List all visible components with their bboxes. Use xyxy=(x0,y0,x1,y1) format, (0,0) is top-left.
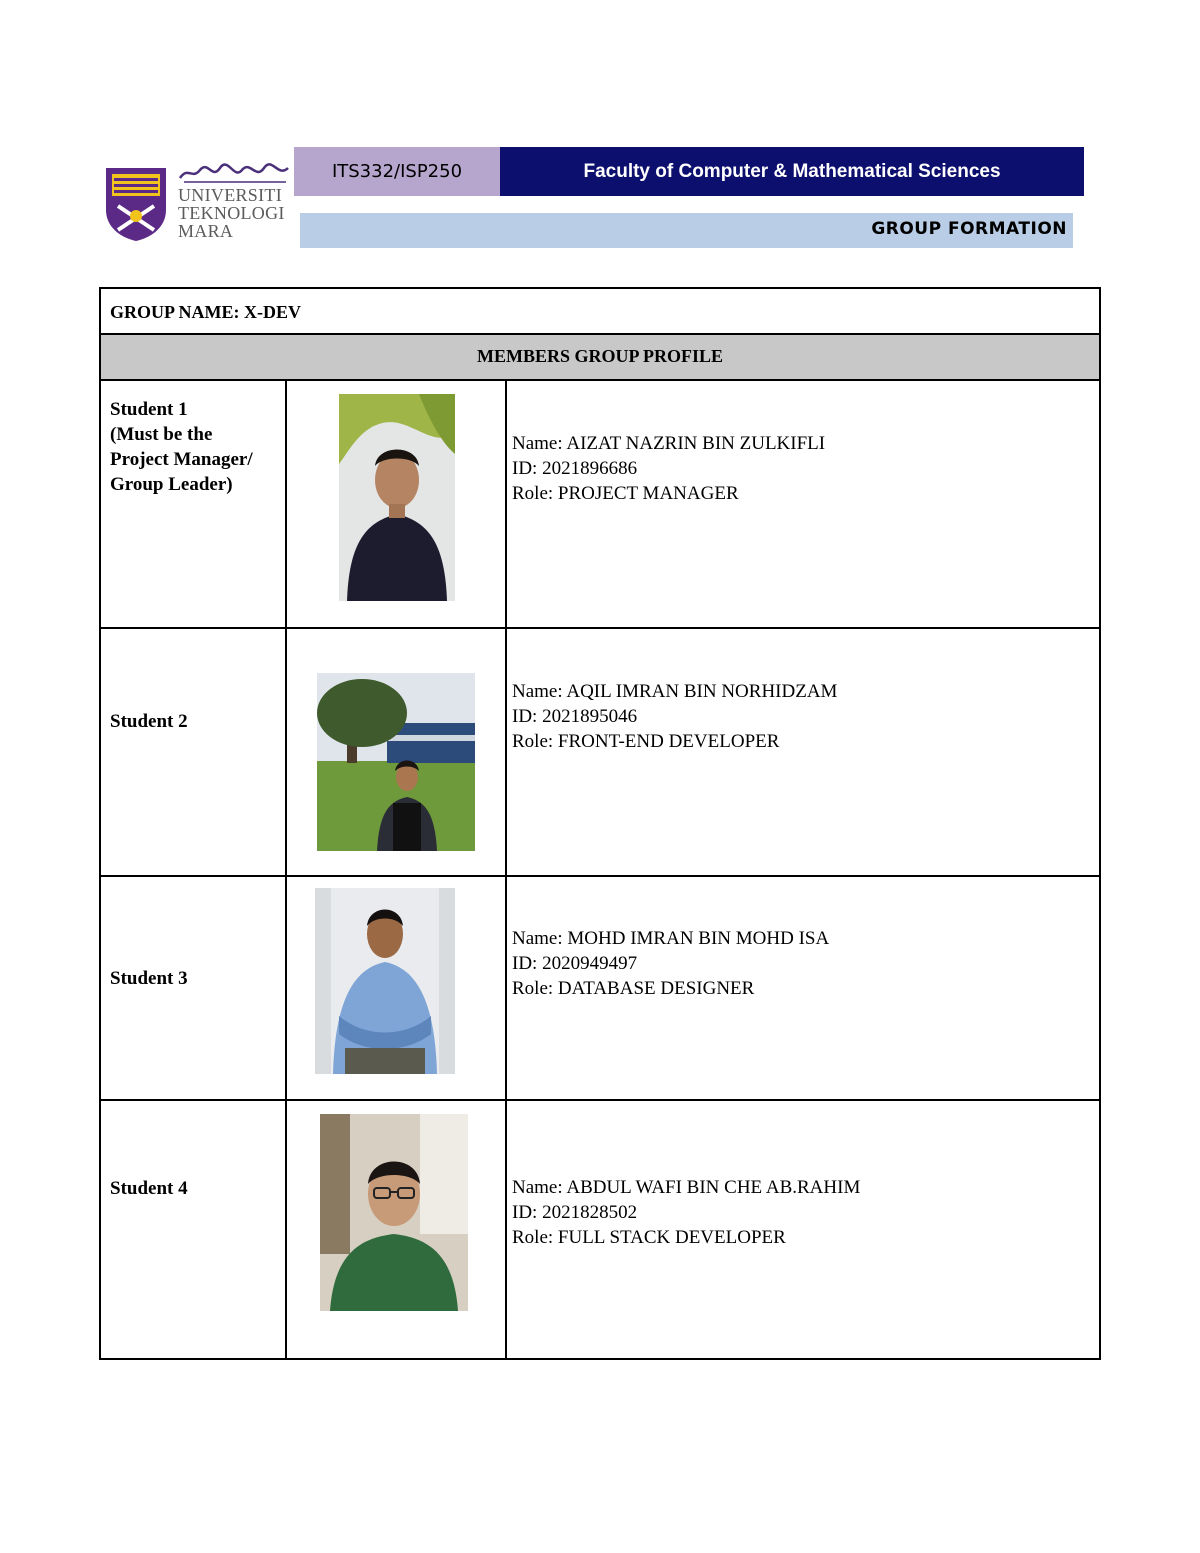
column-divider xyxy=(505,379,507,1360)
student-3-label: Student 3 xyxy=(110,968,188,989)
student-1-photo xyxy=(339,394,455,601)
student-3-photo xyxy=(315,888,455,1074)
row-divider xyxy=(99,333,1101,335)
logo-arabic-text xyxy=(178,162,290,184)
uitm-logo xyxy=(104,162,290,244)
student-2-photo xyxy=(317,673,475,851)
course-code-banner xyxy=(294,147,500,196)
faculty-name: Faculty of Computer & Mathematical Sciences xyxy=(583,160,1001,182)
course-code: ITS332/ISP250 xyxy=(331,161,463,182)
student-3-info xyxy=(512,926,829,1001)
student-4-info xyxy=(512,1175,860,1250)
row-divider xyxy=(99,627,1101,629)
group-formation-title: GROUP FORMATION xyxy=(871,219,1067,239)
student-1-label: Student 1 (Must be the Project Manager/ Group Leader) xyxy=(110,399,253,495)
group-formation-banner xyxy=(300,213,1073,248)
student-2-label: Student 2 xyxy=(110,711,188,732)
student-1-role: Role: PROJECT MANAGER xyxy=(512,483,739,504)
student-4-photo xyxy=(320,1114,468,1311)
student-1-info xyxy=(512,431,825,506)
student-4-id: ID: 2021828502 xyxy=(512,1202,638,1223)
student-3-id: ID: 2020949497 xyxy=(512,953,638,974)
row-divider xyxy=(99,875,1101,877)
student-3-role: Role: DATABASE DESIGNER xyxy=(512,978,755,999)
student-1-name: Name: AIZAT NAZRIN BIN ZULKIFLI xyxy=(512,433,826,454)
student-2-id: ID: 2021895046 xyxy=(512,706,638,727)
student-4-name: Name: ABDUL WAFI BIN CHE AB.RAHIM xyxy=(512,1177,861,1198)
student-1-id: ID: 2021896686 xyxy=(512,458,638,479)
logo-text-universiti: UNIVERSITI xyxy=(178,185,282,205)
student-2-name: Name: AQIL IMRAN BIN NORHIDZAM xyxy=(512,681,838,702)
logo-text-teknologi: TEKNOLOGI xyxy=(178,203,285,223)
student-2-info xyxy=(512,679,837,754)
uitm-shield-icon xyxy=(104,166,168,242)
row-divider xyxy=(99,379,1101,381)
student-4-label: Student 4 xyxy=(110,1178,188,1199)
logo-text-mara: MARA xyxy=(178,221,234,241)
student-2-role: Role: FRONT-END DEVELOPER xyxy=(512,731,780,752)
student-4-role: Role: FULL STACK DEVELOPER xyxy=(512,1227,786,1248)
faculty-banner xyxy=(500,147,1084,196)
members-table xyxy=(99,287,1101,1360)
column-divider xyxy=(285,379,287,1360)
group-name: GROUP NAME: X-DEV xyxy=(110,302,301,322)
row-divider xyxy=(99,1099,1101,1101)
student-3-name: Name: MOHD IMRAN BIN MOHD ISA xyxy=(512,928,830,949)
members-group-profile-title: MEMBERS GROUP PROFILE xyxy=(476,346,723,366)
